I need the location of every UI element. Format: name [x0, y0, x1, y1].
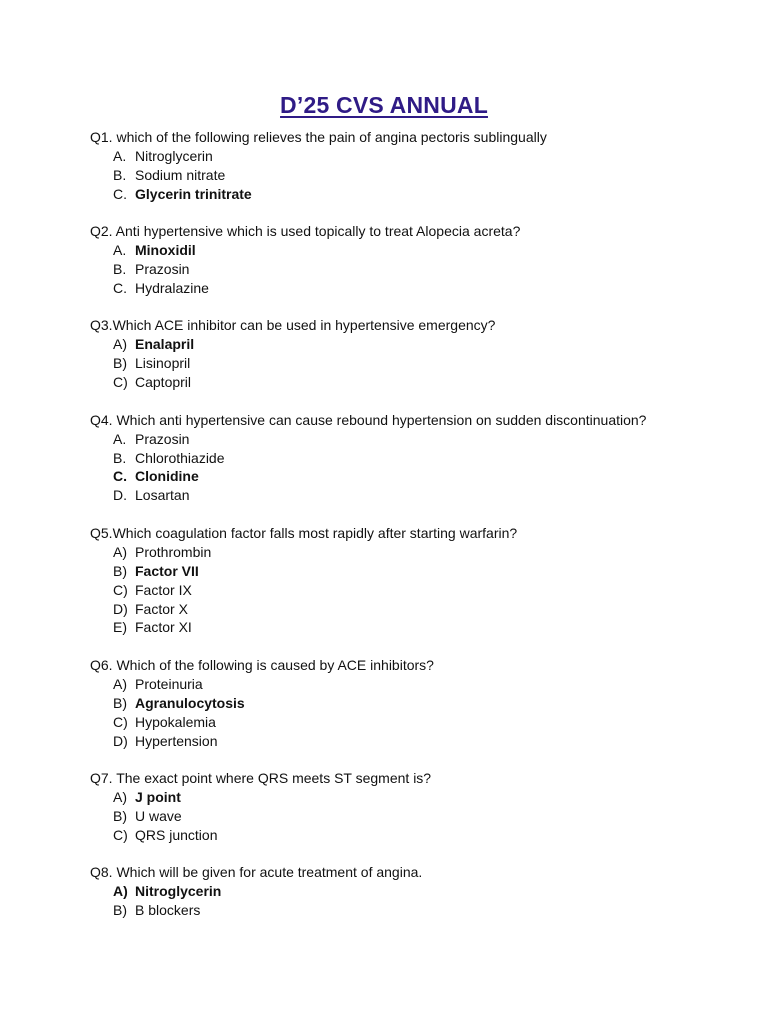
- option-text: Proteinuria: [135, 675, 203, 692]
- option-text: Hypertension: [135, 732, 218, 749]
- answer-option: [113, 543, 730, 562]
- option-letter: B.: [113, 166, 127, 183]
- option-letter: C.: [113, 280, 127, 297]
- option-text: Prazosin: [135, 430, 190, 447]
- option-list: [113, 241, 730, 298]
- answer-option: [113, 618, 730, 637]
- option-letter: B): [113, 807, 127, 824]
- option-letter: C): [113, 713, 128, 730]
- question-block: [90, 524, 730, 638]
- question-block: [90, 316, 730, 392]
- option-text: Factor X: [135, 600, 188, 617]
- question-text: Q2. Anti hypertensive which is used topically to treat Alopecia acreta?: [90, 223, 521, 240]
- option-text: Minoxidil: [135, 242, 196, 259]
- option-letter: B): [113, 562, 127, 579]
- option-letter: D): [113, 600, 128, 617]
- answer-option-correct: [113, 467, 730, 486]
- option-letter: A.: [113, 148, 127, 164]
- option-letter: A): [113, 883, 128, 900]
- option-letter: B): [113, 694, 127, 711]
- option-list: [113, 543, 730, 638]
- option-list: [113, 788, 730, 845]
- question-list: [90, 128, 730, 938]
- option-list: [113, 147, 730, 204]
- question-text: Q8. Which will be given for acute treatment of angina.: [90, 864, 423, 881]
- option-letter: C): [113, 581, 128, 598]
- option-text: Clonidine: [135, 468, 199, 485]
- answer-option: [113, 354, 730, 373]
- option-text: Hydralazine: [135, 280, 209, 297]
- answer-option-correct: [113, 241, 730, 260]
- question-text: Q1. which of the following relieves the pain of angina pectoris sublingually: [90, 129, 547, 145]
- question-block: [90, 656, 730, 751]
- answer-option: [113, 826, 730, 845]
- option-text: Lisinopril: [135, 355, 191, 372]
- question-block: [90, 769, 730, 845]
- answer-option: [113, 166, 730, 185]
- question-text: Q6. Which of the following is caused by ACE inhibitors?: [90, 656, 434, 673]
- answer-option: [113, 260, 730, 279]
- answer-option: [113, 430, 730, 449]
- question-block: [90, 411, 730, 506]
- option-letter: B.: [113, 261, 127, 278]
- option-text: Hypokalemia: [135, 713, 216, 730]
- option-letter: C): [113, 374, 128, 391]
- option-letter: A): [113, 788, 127, 805]
- answer-option: [113, 581, 730, 600]
- answer-option: [113, 807, 730, 826]
- option-letter: C.: [113, 468, 127, 485]
- answer-option: [113, 732, 730, 751]
- option-text: Agranulocytosis: [135, 694, 245, 711]
- question-block: [90, 863, 730, 920]
- option-text: Factor IX: [135, 581, 192, 598]
- option-text: Sodium nitrate: [135, 166, 226, 183]
- option-letter: A): [113, 675, 127, 692]
- option-letter: E): [113, 619, 127, 636]
- option-text: Prothrombin: [135, 543, 212, 560]
- option-text: Nitroglycerin: [135, 883, 222, 900]
- option-letter: A): [113, 543, 127, 560]
- answer-option: [113, 675, 730, 694]
- option-text: B blockers: [135, 902, 201, 919]
- answer-option: [113, 373, 730, 392]
- option-list: [113, 335, 730, 392]
- answer-option: [113, 713, 730, 732]
- option-letter: A.: [113, 242, 127, 259]
- option-list: [113, 882, 730, 920]
- option-text: J point: [135, 788, 181, 805]
- option-text: Factor VII: [135, 562, 199, 579]
- option-list: [113, 675, 730, 751]
- answer-option: [113, 486, 730, 505]
- answer-option-correct: [113, 788, 730, 807]
- question-text: Q3.Which ACE inhibitor can be used in hypertensive emergency?: [90, 317, 496, 334]
- option-letter: B.: [113, 449, 127, 466]
- answer-option-correct: [113, 562, 730, 581]
- question-text: Q7. The exact point where QRS meets ST segment is?: [90, 769, 432, 786]
- option-text: Prazosin: [135, 261, 190, 278]
- question-block: [90, 128, 730, 204]
- option-text: Losartan: [135, 487, 190, 504]
- option-letter: B): [113, 355, 127, 372]
- question-block: [90, 222, 730, 298]
- option-text: Nitroglycerin: [135, 148, 213, 164]
- question-text: Q5.Which coagulation factor falls most rapidly after starting warfarin?: [90, 524, 518, 541]
- answer-option: [113, 147, 730, 166]
- option-letter: D): [113, 732, 128, 749]
- option-letter: B): [113, 902, 127, 919]
- document-title: D’25 CVS ANNUAL: [280, 92, 488, 118]
- answer-option: [113, 600, 730, 619]
- answer-option-correct: [113, 694, 730, 713]
- option-text: Enalapril: [135, 336, 195, 353]
- answer-option-correct: [113, 335, 730, 354]
- option-text: Captopril: [135, 374, 192, 391]
- answer-option-correct: [113, 882, 730, 901]
- option-letter: A): [113, 336, 127, 353]
- answer-option: [113, 279, 730, 298]
- option-letter: A.: [113, 430, 127, 447]
- option-list: [113, 430, 730, 506]
- option-letter: C.: [113, 185, 127, 202]
- option-letter: D.: [113, 487, 127, 504]
- option-text: Glycerin trinitrate: [135, 185, 252, 202]
- answer-option: [113, 901, 730, 920]
- option-text: U wave: [135, 807, 182, 824]
- option-text: QRS junction: [135, 826, 218, 843]
- answer-option: [113, 449, 730, 468]
- option-text: Chlorothiazide: [135, 449, 225, 466]
- question-text: Q4. Which anti hypertensive can cause rebound hypertension on sudden discontinuation?: [90, 411, 647, 428]
- answer-option-correct: [113, 185, 730, 204]
- option-letter: C): [113, 826, 128, 843]
- option-text: Factor XI: [135, 619, 192, 636]
